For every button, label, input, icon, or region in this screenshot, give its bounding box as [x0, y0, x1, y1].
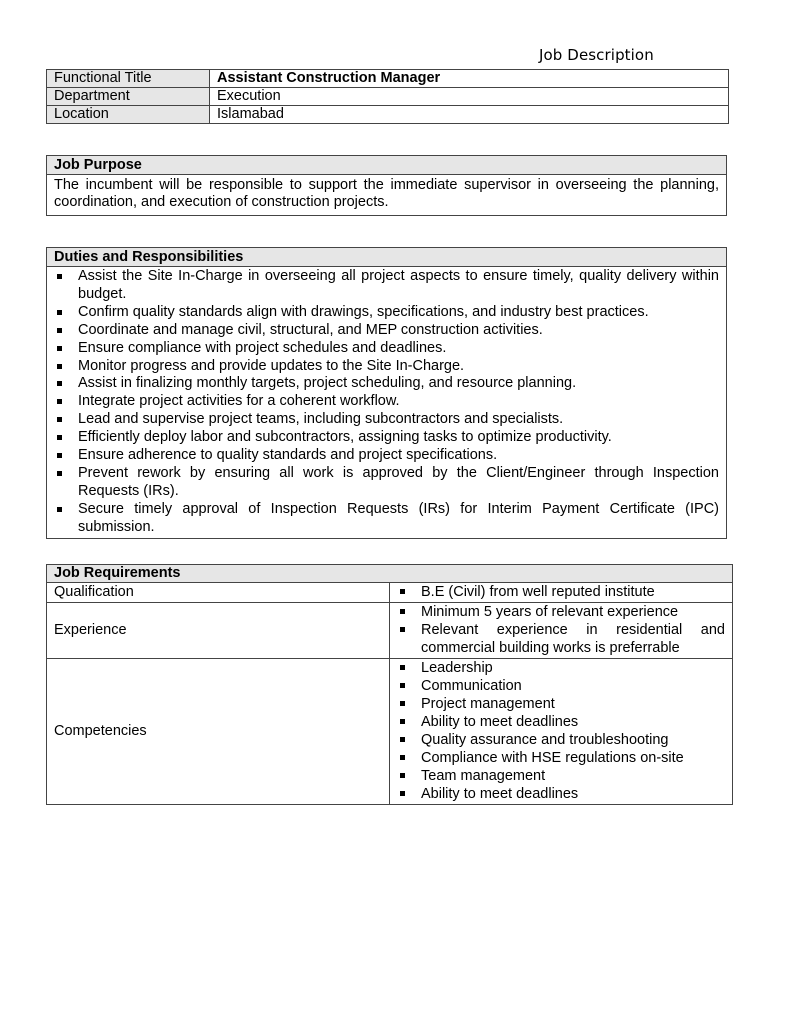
- info-value: Islamabad: [210, 106, 729, 124]
- info-label: Functional Title: [47, 70, 210, 88]
- list-item: Coordinate and manage civil, structural, and MEP construction activities.: [54, 322, 719, 340]
- experience-label: Experience: [47, 603, 390, 659]
- duties-heading: Duties and Responsibilities: [47, 248, 727, 267]
- job-purpose-text: The incumbent will be responsible to support the immediate supervisor in overseeing the planning, coordination, and execution of construction projects.: [47, 175, 727, 216]
- list-item: Monitor progress and provide updates to the Site In-Charge.: [54, 358, 719, 376]
- job-requirements-table: [46, 564, 733, 805]
- competencies-row: [47, 659, 733, 805]
- info-label: Location: [47, 106, 210, 124]
- list-item: Minimum 5 years of relevant experience: [397, 603, 725, 621]
- list-item: Team management: [397, 767, 725, 785]
- list-item: Lead and supervise project teams, including subcontractors and specialists.: [54, 411, 719, 429]
- list-item: Prevent rework by ensuring all work is approved by the Client/Engineer through Inspection Requests (IRs).: [54, 465, 719, 501]
- list-item: Ability to meet deadlines: [397, 713, 725, 731]
- list-item: Quality assurance and troubleshooting: [397, 731, 725, 749]
- qualification-label: Qualification: [47, 583, 390, 603]
- info-value: Assistant Construction Manager: [210, 70, 729, 88]
- info-label: Department: [47, 88, 210, 106]
- info-row-functional-title: [47, 70, 729, 88]
- list-item: Project management: [397, 695, 725, 713]
- info-value: Execution: [210, 88, 729, 106]
- list-item: Confirm quality standards align with drawings, specifications, and industry best practices.: [54, 304, 719, 322]
- list-item: Relevant experience in residential and commercial building works is preferrable: [397, 621, 725, 657]
- list-item: Communication: [397, 677, 725, 695]
- list-item: Ability to meet deadlines: [397, 785, 725, 803]
- list-item: B.E (Civil) from well reputed institute: [397, 583, 725, 601]
- job-purpose-table: [46, 155, 727, 216]
- info-row-department: [47, 88, 729, 106]
- competencies-label: Competencies: [47, 659, 390, 805]
- duties-list: [54, 268, 719, 537]
- list-item: Secure timely approval of Inspection Requests (IRs) for Interim Payment Certificate (IPC) submission.: [54, 501, 719, 537]
- list-item: Integrate project activities for a coherent workflow.: [54, 393, 719, 411]
- list-item: Efficiently deploy labor and subcontractors, assigning tasks to optimize productivity.: [54, 429, 719, 447]
- list-item: Compliance with HSE regulations on-site: [397, 749, 725, 767]
- info-row-location: [47, 106, 729, 124]
- document-title: Job Description: [539, 46, 654, 64]
- list-item: Assist the Site In-Charge in overseeing all project aspects to ensure timely, quality delivery within budget.: [54, 268, 719, 304]
- list-item: Leadership: [397, 659, 725, 677]
- experience-row: [47, 603, 733, 659]
- duties-table: [46, 247, 727, 539]
- list-item: Assist in finalizing monthly targets, project scheduling, and resource planning.: [54, 375, 719, 393]
- qualification-row: [47, 583, 733, 603]
- list-item: Ensure adherence to quality standards and project specifications.: [54, 447, 719, 465]
- job-purpose-heading: Job Purpose: [47, 156, 727, 175]
- info-table: [46, 69, 729, 124]
- list-item: Ensure compliance with project schedules and deadlines.: [54, 340, 719, 358]
- job-requirements-heading: Job Requirements: [47, 565, 733, 583]
